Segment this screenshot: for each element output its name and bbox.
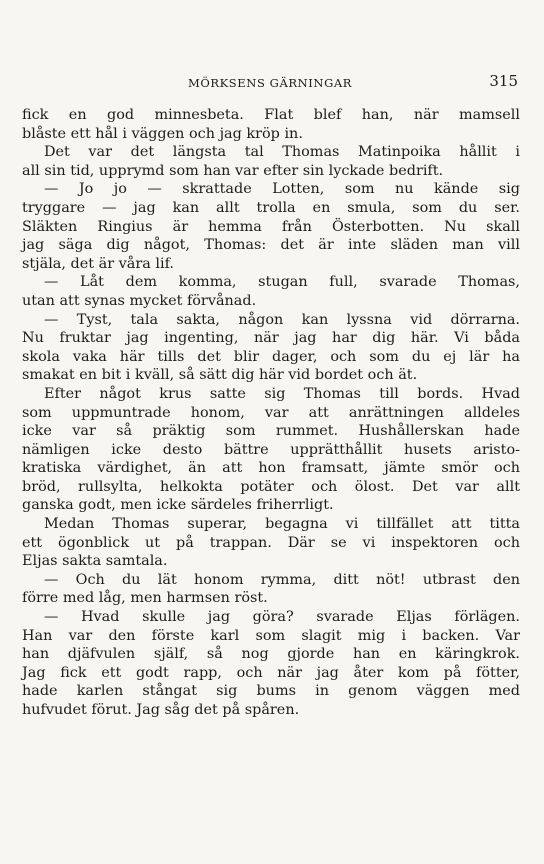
text-line: han djäfvulen själf, så nog gjorde han en käringkrok. (22, 646, 520, 663)
page-number: 315 (489, 72, 518, 90)
text-line: hade karlen stångat sig bums in genom väggen med (22, 683, 520, 700)
text-line: — Jo jo — skrattade Lotten, som nu kände sig (44, 181, 520, 198)
text-line: förre med låg, men harmsen röst. (22, 590, 268, 607)
text-line: ett ögonblick ut på trappan. Där se vi inspektoren och (22, 534, 520, 551)
text-line: ganska godt, men icke särdeles friherrligt. (22, 497, 334, 514)
text-line: Eljas sakta samtala. (22, 553, 168, 570)
text-line: Han var den förste karl som slagit mig i backen. Var (22, 627, 520, 644)
body-text (22, 106, 520, 720)
text-line: icke var så präktig som rummet. Hushållerskan hade (22, 423, 520, 440)
text-line: tryggare — jag kan allt trolla en smula, som du ser. (22, 199, 520, 216)
text-line: Jag fick ett godt rapp, och när jag åter kom på fötter, (22, 664, 520, 681)
running-title: MÖRKSENS GÄRNINGAR (187, 76, 353, 90)
page-header (22, 72, 518, 94)
text-line: — Tyst, tala sakta, någon kan lyssna vid dörrarna. (44, 311, 520, 328)
text-line: Släkten Ringius är hemma från Österbotten. Nu skall (22, 218, 520, 235)
text-line: kratiska värdighet, än att hon framsatt, jämte smör och (22, 460, 520, 477)
text-line: som uppmuntrade honom, var att anrättningen alldeles (22, 404, 520, 421)
text-line: — Låt dem komma, stugan full, svarade Thomas, (44, 274, 520, 291)
text-line: — Hvad skulle jag göra? svarade Eljas förlägen. (44, 609, 520, 626)
text-line: jag säga dig något, Thomas: det är inte släden man vill (22, 237, 520, 254)
text-line: smakat en bit i kväll, så sätt dig här vid bordet och ät. (22, 367, 418, 384)
text-line: nämligen icke desto bättre upprätthållit husets aristo- (22, 441, 520, 458)
text-line: fick en god minnesbeta. Flat blef han, när mamsell (22, 107, 520, 123)
text-line: Nu fruktar jag ingenting, när jag har dig här. Vi båda (22, 330, 520, 347)
text-line: all sin tid, upprymd som han var efter sin lyckade bedrift. (22, 162, 444, 179)
text-line: Det var det längsta tal Thomas Matinpoika hållit i (44, 144, 520, 161)
text-line: bröd, rullsylta, helkokta potäter och ölost. Det var allt (22, 478, 520, 495)
text-line: skola vaka här tills det blir dager, och som du ej lär ha (22, 348, 520, 365)
text-line: utan att synas mycket förvånad. (22, 292, 257, 309)
text-line: Efter något krus satte sig Thomas till bords. Hvad (44, 385, 520, 402)
text-line: stjäla, det är våra lif. (22, 255, 174, 272)
text-line: blåste ett hål i väggen och jag kröp in. (22, 125, 303, 142)
text-line: — Och du lät honom rymma, ditt nöt! utbrast den (44, 571, 520, 588)
text-line: hufvudet förut. Jag såg det på spåren. (22, 702, 300, 718)
text-line: Medan Thomas superar, begagna vi tillfället att titta (44, 516, 520, 533)
